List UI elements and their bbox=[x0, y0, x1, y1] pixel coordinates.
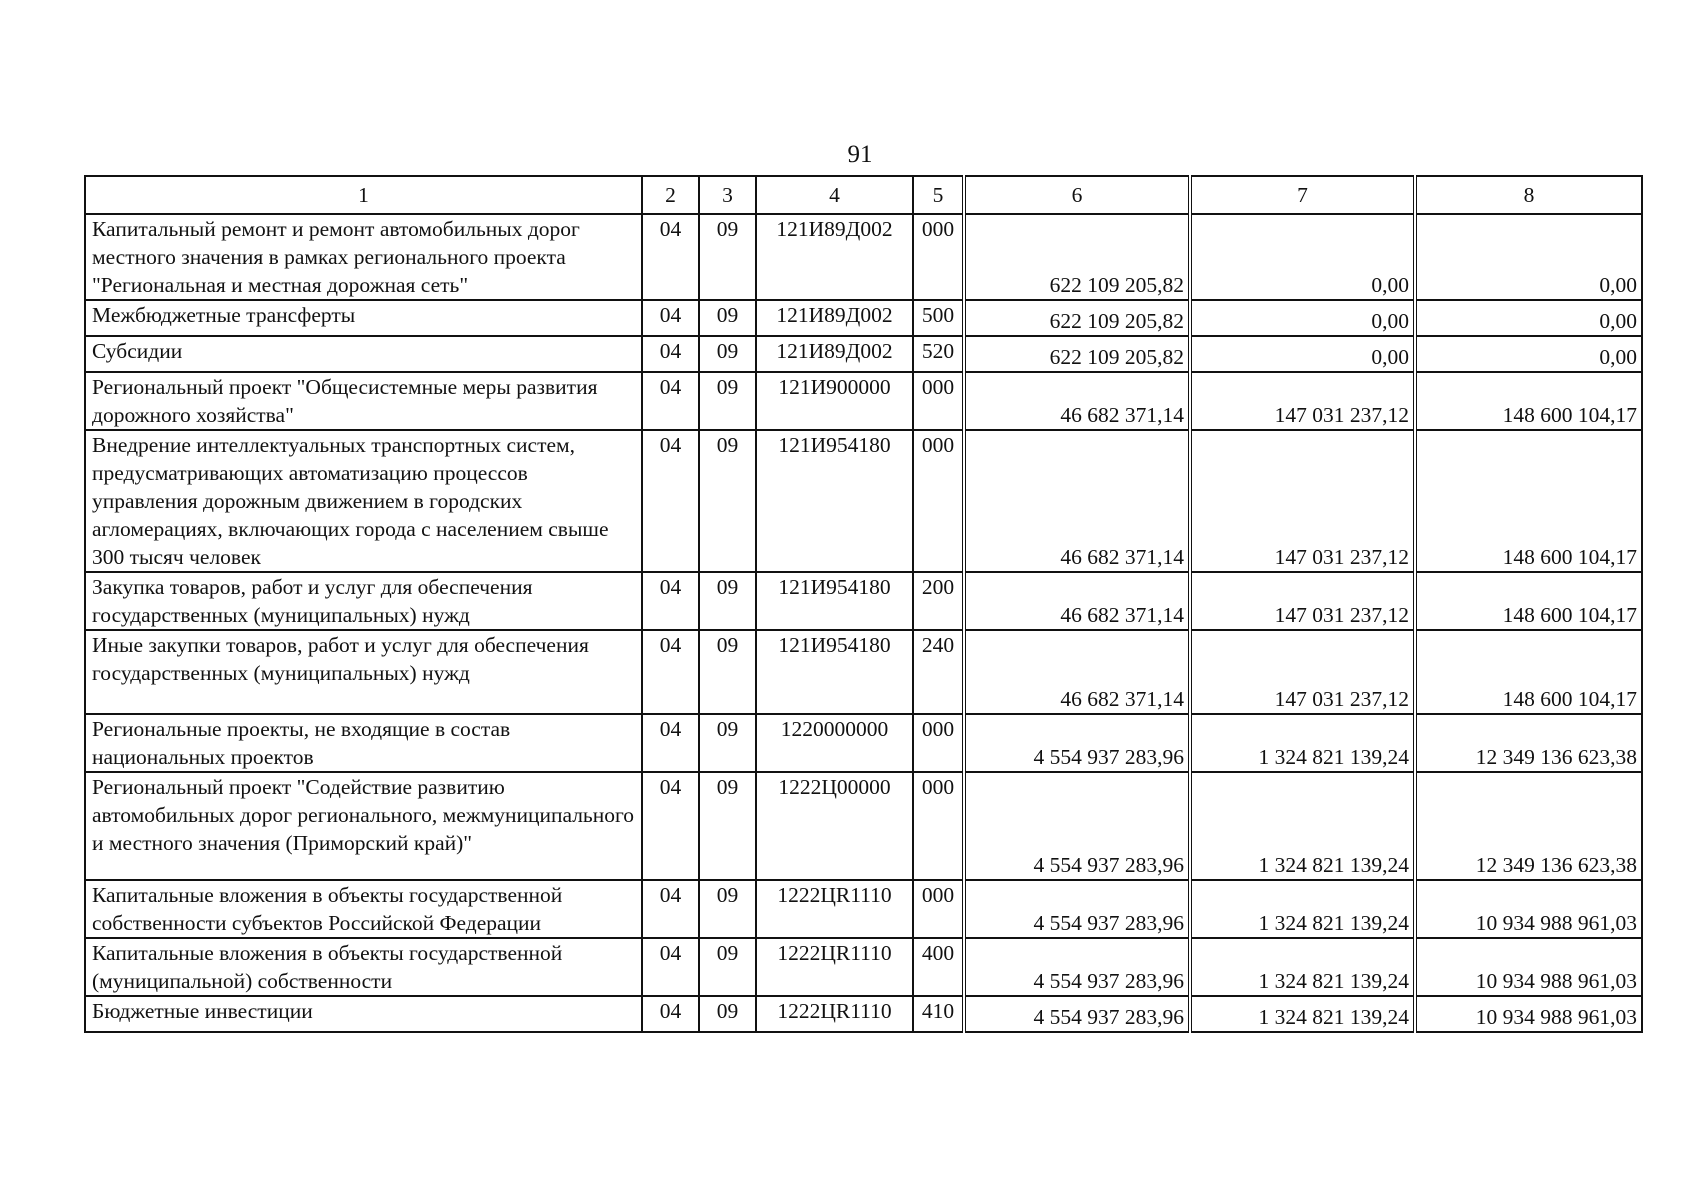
subsection-code-cell: 09 bbox=[699, 572, 756, 630]
amount-col6-cell: 4 554 937 283,96 bbox=[964, 880, 1190, 938]
table-row bbox=[85, 336, 1642, 372]
expense-type-cell: 000 bbox=[913, 880, 964, 938]
expense-type-cell: 000 bbox=[913, 372, 964, 430]
target-article-cell: 1220000000 bbox=[756, 714, 913, 772]
subsection-code-cell: 09 bbox=[699, 214, 756, 300]
column-header: 2 bbox=[642, 176, 699, 214]
expense-type-cell: 500 bbox=[913, 300, 964, 336]
section-code-cell: 04 bbox=[642, 372, 699, 430]
section-code-cell: 04 bbox=[642, 572, 699, 630]
amount-col8-cell: 0,00 bbox=[1415, 300, 1642, 336]
column-header: 3 bbox=[699, 176, 756, 214]
table-row bbox=[85, 772, 1642, 880]
table-row bbox=[85, 880, 1642, 938]
column-header: 6 bbox=[964, 176, 1190, 214]
row-name-cell: Иные закупки товаров, работ и услуг для обеспечения государственных (муниципальных) нужд bbox=[85, 630, 642, 714]
row-name-cell: Капитальные вложения в объекты государственной собственности субъектов Российской Федерации bbox=[85, 880, 642, 938]
amount-col7-cell: 0,00 bbox=[1190, 214, 1415, 300]
amount-col8-cell: 148 600 104,17 bbox=[1415, 630, 1642, 714]
amount-col8-cell: 148 600 104,17 bbox=[1415, 430, 1642, 572]
table-row bbox=[85, 300, 1642, 336]
column-header: 5 bbox=[913, 176, 964, 214]
section-code-cell: 04 bbox=[642, 630, 699, 714]
amount-col6-cell: 622 109 205,82 bbox=[964, 300, 1190, 336]
column-header: 4 bbox=[756, 176, 913, 214]
amount-col6-cell: 46 682 371,14 bbox=[964, 372, 1190, 430]
amount-col7-cell: 1 324 821 139,24 bbox=[1190, 880, 1415, 938]
expense-type-cell: 240 bbox=[913, 630, 964, 714]
table-row bbox=[85, 714, 1642, 772]
table-row bbox=[85, 938, 1642, 996]
amount-col7-cell: 0,00 bbox=[1190, 300, 1415, 336]
amount-col6-cell: 622 109 205,82 bbox=[964, 336, 1190, 372]
subsection-code-cell: 09 bbox=[699, 772, 756, 880]
amount-col8-cell: 10 934 988 961,03 bbox=[1415, 880, 1642, 938]
page-number: 91 bbox=[847, 141, 873, 168]
budget-table bbox=[84, 175, 1643, 1033]
amount-col7-cell: 0,00 bbox=[1190, 336, 1415, 372]
target-article-cell: 1222Ц00000 bbox=[756, 772, 913, 880]
header-row bbox=[85, 176, 1642, 214]
target-article-cell: 121И89Д002 bbox=[756, 214, 913, 300]
row-name-cell: Региональный проект "Содействие развитию автомобильных дорог регионального, межмуниципального и местного значения (Приморский край)" bbox=[85, 772, 642, 880]
amount-col7-cell: 1 324 821 139,24 bbox=[1190, 772, 1415, 880]
subsection-code-cell: 09 bbox=[699, 996, 756, 1032]
amount-col6-cell: 4 554 937 283,96 bbox=[964, 772, 1190, 880]
expense-type-cell: 000 bbox=[913, 214, 964, 300]
amount-col7-cell: 1 324 821 139,24 bbox=[1190, 996, 1415, 1032]
section-code-cell: 04 bbox=[642, 772, 699, 880]
section-code-cell: 04 bbox=[642, 938, 699, 996]
row-name-cell: Капитальные вложения в объекты государственной (муниципальной) собственности bbox=[85, 938, 642, 996]
table-row bbox=[85, 572, 1642, 630]
subsection-code-cell: 09 bbox=[699, 714, 756, 772]
amount-col6-cell: 622 109 205,82 bbox=[964, 214, 1190, 300]
expense-type-cell: 000 bbox=[913, 714, 964, 772]
subsection-code-cell: 09 bbox=[699, 300, 756, 336]
section-code-cell: 04 bbox=[642, 300, 699, 336]
table-row bbox=[85, 430, 1642, 572]
amount-col7-cell: 1 324 821 139,24 bbox=[1190, 714, 1415, 772]
row-name-cell: Региональный проект "Общесистемные меры развития дорожного хозяйства" bbox=[85, 372, 642, 430]
section-code-cell: 04 bbox=[642, 214, 699, 300]
amount-col8-cell: 0,00 bbox=[1415, 214, 1642, 300]
expense-type-cell: 000 bbox=[913, 430, 964, 572]
amount-col8-cell: 10 934 988 961,03 bbox=[1415, 938, 1642, 996]
target-article-cell: 121И954180 bbox=[756, 430, 913, 572]
amount-col7-cell: 1 324 821 139,24 bbox=[1190, 938, 1415, 996]
subsection-code-cell: 09 bbox=[699, 630, 756, 714]
amount-col8-cell: 12 349 136 623,38 bbox=[1415, 714, 1642, 772]
subsection-code-cell: 09 bbox=[699, 938, 756, 996]
amount-col8-cell: 10 934 988 961,03 bbox=[1415, 996, 1642, 1032]
amount-col7-cell: 147 031 237,12 bbox=[1190, 572, 1415, 630]
target-article-cell: 1222ЦR1110 bbox=[756, 938, 913, 996]
target-article-cell: 121И89Д002 bbox=[756, 300, 913, 336]
target-article-cell: 121И954180 bbox=[756, 572, 913, 630]
row-name-cell: Межбюджетные трансферты bbox=[85, 300, 642, 336]
amount-col6-cell: 46 682 371,14 bbox=[964, 630, 1190, 714]
row-name-cell: Капитальный ремонт и ремонт автомобильных дорог местного значения в рамках регионального проекта "Региональная и местная дорожная сеть" bbox=[85, 214, 642, 300]
subsection-code-cell: 09 bbox=[699, 430, 756, 572]
table-row bbox=[85, 996, 1642, 1032]
column-header: 1 bbox=[85, 176, 642, 214]
subsection-code-cell: 09 bbox=[699, 880, 756, 938]
row-name-cell: Субсидии bbox=[85, 336, 642, 372]
expense-type-cell: 400 bbox=[913, 938, 964, 996]
amount-col6-cell: 4 554 937 283,96 bbox=[964, 996, 1190, 1032]
expense-type-cell: 000 bbox=[913, 772, 964, 880]
table-row bbox=[85, 214, 1642, 300]
target-article-cell: 1222ЦR1110 bbox=[756, 996, 913, 1032]
table-row bbox=[85, 630, 1642, 714]
target-article-cell: 121И89Д002 bbox=[756, 336, 913, 372]
expense-type-cell: 410 bbox=[913, 996, 964, 1032]
section-code-cell: 04 bbox=[642, 430, 699, 572]
row-name-cell: Бюджетные инвестиции bbox=[85, 996, 642, 1032]
expense-type-cell: 520 bbox=[913, 336, 964, 372]
target-article-cell: 121И900000 bbox=[756, 372, 913, 430]
row-name-cell: Закупка товаров, работ и услуг для обеспечения государственных (муниципальных) нужд bbox=[85, 572, 642, 630]
subsection-code-cell: 09 bbox=[699, 336, 756, 372]
amount-col7-cell: 147 031 237,12 bbox=[1190, 372, 1415, 430]
amount-col8-cell: 148 600 104,17 bbox=[1415, 572, 1642, 630]
amount-col6-cell: 4 554 937 283,96 bbox=[964, 714, 1190, 772]
table-row bbox=[85, 372, 1642, 430]
amount-col6-cell: 46 682 371,14 bbox=[964, 572, 1190, 630]
column-header: 8 bbox=[1415, 176, 1642, 214]
subsection-code-cell: 09 bbox=[699, 372, 756, 430]
section-code-cell: 04 bbox=[642, 880, 699, 938]
amount-col8-cell: 148 600 104,17 bbox=[1415, 372, 1642, 430]
section-code-cell: 04 bbox=[642, 714, 699, 772]
row-name-cell: Внедрение интеллектуальных транспортных систем, предусматривающих автоматизацию процессов управления дорожным движением в городских агломерациях, включающих города с населением свыше 300 тысяч человек bbox=[85, 430, 642, 572]
target-article-cell: 121И954180 bbox=[756, 630, 913, 714]
row-name-cell: Региональные проекты, не входящие в состав национальных проектов bbox=[85, 714, 642, 772]
amount-col6-cell: 4 554 937 283,96 bbox=[964, 938, 1190, 996]
amount-col7-cell: 147 031 237,12 bbox=[1190, 630, 1415, 714]
amount-col6-cell: 46 682 371,14 bbox=[964, 430, 1190, 572]
target-article-cell: 1222ЦR1110 bbox=[756, 880, 913, 938]
amount-col7-cell: 147 031 237,12 bbox=[1190, 430, 1415, 572]
section-code-cell: 04 bbox=[642, 996, 699, 1032]
table-body bbox=[85, 176, 1642, 1032]
section-code-cell: 04 bbox=[642, 336, 699, 372]
column-header: 7 bbox=[1190, 176, 1415, 214]
amount-col8-cell: 0,00 bbox=[1415, 336, 1642, 372]
amount-col8-cell: 12 349 136 623,38 bbox=[1415, 772, 1642, 880]
expense-type-cell: 200 bbox=[913, 572, 964, 630]
